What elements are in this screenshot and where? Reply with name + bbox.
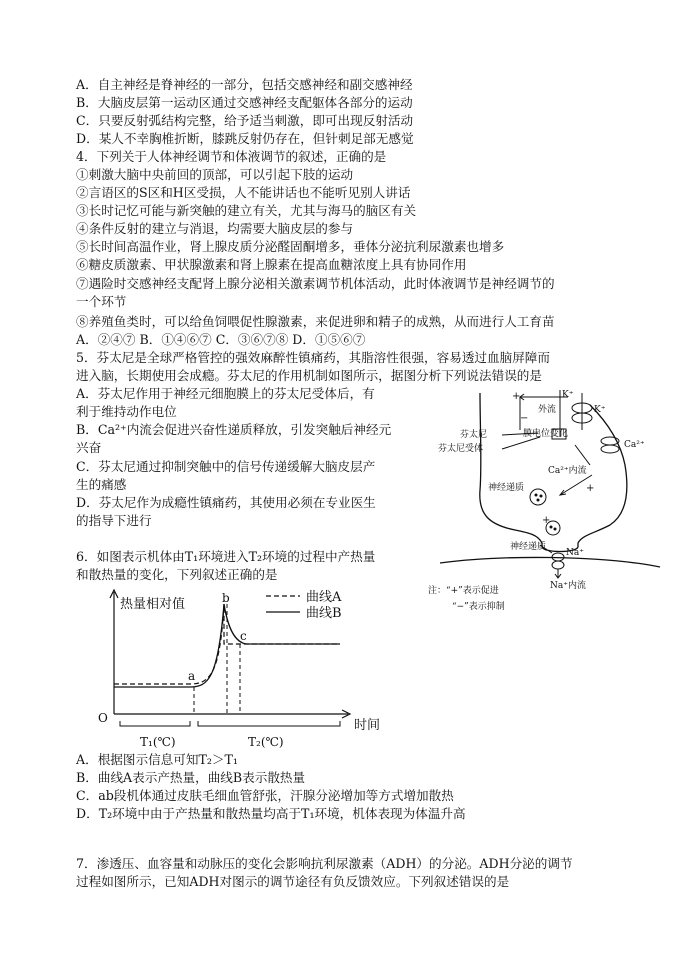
na-ion-label: Na⁺ bbox=[566, 548, 584, 558]
q4-item-6: ⑥糖皮质激素、甲状腺激素和肾上腺素在提高血糖浓度上具有协同作用 bbox=[76, 257, 467, 272]
q4-item-8: ⑧养殖鱼类时，可以给鱼饲喂促性腺激素，来促进卵和精子的成熟，从而进行人工育苗 bbox=[76, 314, 555, 329]
q4-item-3: ③长时记忆可能与新突触的建立有关，尤其与海马的脑区有关 bbox=[76, 203, 417, 218]
heat-graph bbox=[90, 584, 400, 754]
t1-label: T₁(℃) bbox=[140, 735, 176, 749]
point-a-label: a bbox=[188, 669, 196, 683]
q7-stem-line2: 过程如图所示，已知ADH对图示的调节途径有负反馈效应。下列叙述错误的是 bbox=[76, 874, 510, 889]
note-inhibit: “−”表示抑制 bbox=[452, 602, 505, 612]
q5-option-a: A．芬太尼作用于神经元细胞膜上的芬太尼受体后，有 bbox=[76, 386, 375, 401]
q5-stem-line2: 进入脑，长期使用会成瘾。芬太尼的作用机制如图所示，据图分析下列说法错误的是 bbox=[76, 368, 542, 383]
point-b-label: b bbox=[222, 591, 230, 605]
q4-item-7: ⑦遇险时交感神经支配肾上腺分泌相关激素调节机体活动，此时体液调节是神经调节的 bbox=[76, 276, 555, 291]
q5-option-b: B．Ca²⁺内流会促进兴奋性递质释放，引发突触后神经元 bbox=[76, 422, 392, 437]
q7-stem-line1: 7．渗透压、血容量和动脉压的变化会影响抗利尿激素（ADH）的分泌。ADH分泌的调节 bbox=[76, 856, 573, 871]
origin-label: O bbox=[98, 711, 108, 725]
q6-option-a: A．根据图示信息可知T₂＞T₁ bbox=[76, 752, 238, 767]
q6-option-d: D．T₂环境中由于产热量和散热量均高于T₁环境，机体表现为体温升高 bbox=[76, 806, 466, 821]
plus-sign: + bbox=[512, 391, 521, 402]
q3-option-d: D．某人不幸胸椎折断，膝跳反射仍存在，但针刺足部无感觉 bbox=[76, 131, 414, 146]
q5-option-c: C．芬太尼通过抑制突触中的信号传递缓解大脑皮层产 bbox=[76, 459, 376, 474]
k-ion-label: K⁺ bbox=[562, 390, 574, 400]
synapse-diagram bbox=[420, 385, 670, 617]
q3-option-b: B．大脑皮层第一运动区通过交感神经支配躯体各部分的运动 bbox=[76, 95, 413, 110]
fentanyl-receptor-label: 芬太尼受体 bbox=[438, 444, 484, 454]
q4-item-4: ④条件反射的建立与消退，均需要大脑皮层的参与 bbox=[76, 221, 354, 236]
q5-option-d-cont: 的指导下进行 bbox=[76, 513, 152, 528]
legend-curve-a: 曲线A bbox=[306, 590, 342, 605]
fentanyl-label: 芬太尼 bbox=[460, 430, 488, 440]
point-c-label: c bbox=[240, 629, 247, 643]
neurotransmitter-label: 神经递质 bbox=[488, 483, 525, 493]
q5-option-a-cont: 利于维持动作电位 bbox=[76, 404, 177, 419]
q4-item-5: ⑤长时间高温作业，肾上腺皮质分泌醛固酮增多，垂体分泌抗利尿激素也增多 bbox=[76, 239, 505, 254]
na-influx-label: Na⁺内流 bbox=[550, 581, 586, 591]
k-efflux-label: 外流 bbox=[538, 405, 557, 415]
q4-item-2: ②言语区的S区和H区受损，人不能讲话也不能听见别人讲话 bbox=[76, 185, 411, 200]
k-ion-label-2: K⁺ bbox=[594, 405, 606, 415]
q3-option-c: C．只要反射弧结构完整，给予适当刺激，即可出现反射活动 bbox=[76, 113, 414, 128]
q6-option-c: C．ab段机体通过皮肤毛细血管舒张，汗腺分泌增加等方式增加散热 bbox=[76, 788, 454, 803]
neurotransmitter-label-2: 神经递质 bbox=[510, 542, 547, 552]
q4-item-7-cont: 一个环节 bbox=[76, 294, 127, 309]
y-axis-label: 热量相对值 bbox=[120, 597, 186, 612]
q5-stem-line1: 5．芬太尼是全球严格管控的强效麻醉性镇痛药，其脂溶性很强，容易透过血脑屏障而 bbox=[76, 350, 550, 365]
note-promote: 注：“+”表示促进 bbox=[428, 586, 499, 596]
plus-sign-2: + bbox=[586, 483, 595, 494]
ca-influx-label: Ca²⁺内流 bbox=[548, 466, 587, 476]
q5-option-c-cont: 生的痛感 bbox=[76, 477, 127, 492]
membrane-potential-label: 膜电位变化 bbox=[523, 429, 569, 439]
q3-option-a: A．自主神经是脊神经的一部分，包括交感神经和副交感神经 bbox=[76, 77, 413, 92]
q4-options: A．②④⑦ B．①④⑥⑦ C．③⑥⑦⑧ D．①⑤⑥⑦ bbox=[76, 332, 366, 347]
legend-curve-b: 曲线B bbox=[306, 606, 342, 621]
t2-label: T₂(℃) bbox=[248, 735, 284, 749]
q6-stem-line2: 和散热量的变化，下列叙述正确的是 bbox=[76, 567, 278, 582]
q6-option-b: B．曲线A表示产热量，曲线B表示散热量 bbox=[76, 770, 306, 785]
q5-option-b-cont: 兴奋 bbox=[76, 440, 102, 455]
plus-sign-3: + bbox=[542, 515, 551, 526]
ca-ion-label: Ca²⁺ bbox=[624, 440, 645, 450]
x-axis-label: 时间 bbox=[354, 718, 381, 733]
q6-stem-line1: 6．如图表示机体由T₁环境进入T₂环境的过程中产热量 bbox=[76, 549, 376, 564]
q4-stem: 4．下列关于人体神经调节和体液调节的叙述，正确的是 bbox=[76, 149, 387, 164]
q4-item-1: ①刺激大脑中央前回的顶部，可以引起下肢的运动 bbox=[76, 167, 354, 182]
q5-option-d: D．芬太尼作为成瘾性镇痛药，其使用必须在专业医生 bbox=[76, 495, 376, 510]
minus-sign: − bbox=[520, 413, 529, 424]
